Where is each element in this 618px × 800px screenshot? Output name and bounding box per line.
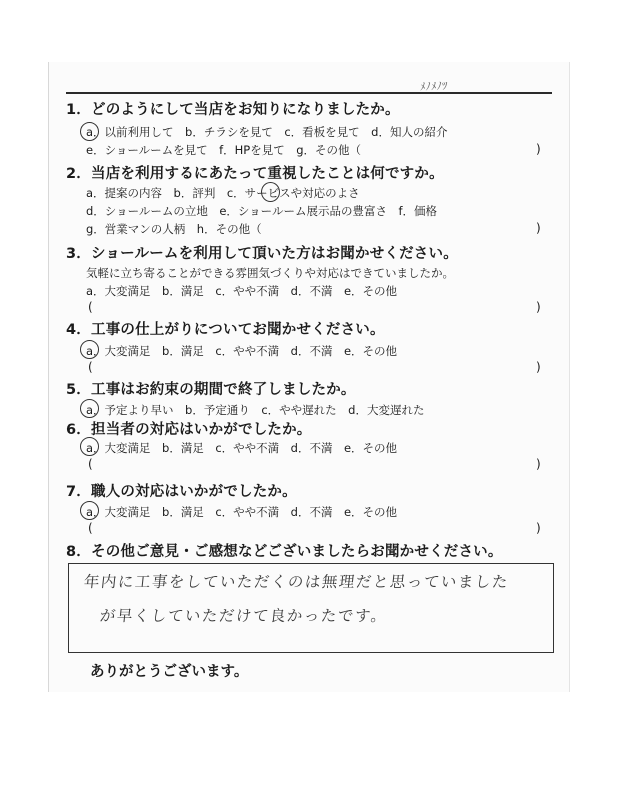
q3-options: a．大変満足 b．満足 c．やや不満 d．不満 e．その他 <box>86 284 398 298</box>
thank-you-text: ありがとうございます。 <box>90 664 249 680</box>
comment-handwritten-line1: 年内に工事をしていただくのは無理だと思っていました <box>82 573 510 591</box>
q7-options: a．大変満足 b．満足 c．やや不満 d．不満 e．その他 <box>86 505 398 519</box>
q4-answer-circle-a <box>80 340 99 359</box>
q7-answer-circle-a <box>80 501 99 520</box>
q8-title: 8．その他ご意見・ご感想などございましたらお聞かせください。 <box>66 544 503 560</box>
q6-title: 6．担当者の対応はいかがでしたか。 <box>66 422 312 438</box>
q6-options: a．大変満足 b．満足 c．やや不満 d．不満 e．その他 <box>86 441 398 455</box>
q6-close-paren: ) <box>536 457 541 471</box>
top-handwritten-scribble: ﾒﾉﾒﾉﾂ <box>419 79 448 94</box>
q2-answer-circle-c <box>261 182 280 202</box>
q4-title: 4．工事の仕上がりについてお聞かせください。 <box>66 322 385 338</box>
q6-open-paren: ( <box>88 457 93 471</box>
q4-options: a．大変満足 b．満足 c．やや不満 d．不満 e．その他 <box>86 344 398 358</box>
q1-options-line2: e．ショールームを見て f．HPを見て g．その他（ <box>86 143 362 157</box>
q6-answer-circle-a <box>80 437 99 456</box>
q7-open-paren: ( <box>88 521 93 535</box>
q4-open-paren: ( <box>88 360 93 374</box>
q1-title: 1．どのようにして当店をお知りになりましたか。 <box>66 102 400 118</box>
q2-title: 2．当店を利用するにあたって重視したことは何ですか。 <box>66 166 444 182</box>
q5-title: 5．工事はお約束の期間で終了しましたか。 <box>66 382 356 398</box>
q4-close-paren: ) <box>536 360 541 374</box>
q3-open-paren: ( <box>88 300 93 314</box>
comment-handwritten-line2: が早くしていただけて良かったです。 <box>98 607 389 625</box>
q1-answer-circle-a <box>80 122 99 141</box>
q2-options-line1: a．提案の内容 b．評判 c．サービスや対応のよさ <box>86 186 360 200</box>
q2-options-line3: g．営業マンの人柄 h．その他（ <box>86 222 262 236</box>
q7-close-paren: ) <box>536 521 541 535</box>
q7-title: 7．職人の対応はいかがでしたか。 <box>66 484 297 500</box>
q1-options-line1: a．以前利用して b．チラシを見て c．看板を見て d．知人の紹介 <box>86 125 448 139</box>
q3-subquestion: 気軽に立ち寄ることができる雰囲気づくりや対応はできていましたか。 <box>86 266 454 280</box>
q3-close-paren: ) <box>536 300 541 314</box>
header-rule <box>66 92 552 94</box>
q2-close-paren: ) <box>536 221 541 235</box>
q5-answer-circle-a <box>80 399 99 418</box>
q5-options: a．予定より早い b．予定通り c．やや遅れた d．大変遅れた <box>86 403 425 417</box>
q3-title: 3．ショールームを利用して頂いた方はお聞かせください。 <box>66 246 458 262</box>
q1-close-paren: ) <box>536 142 541 156</box>
q2-options-line2: d．ショールームの立地 e．ショールーム展示品の豊富さ f．価格 <box>86 204 438 218</box>
